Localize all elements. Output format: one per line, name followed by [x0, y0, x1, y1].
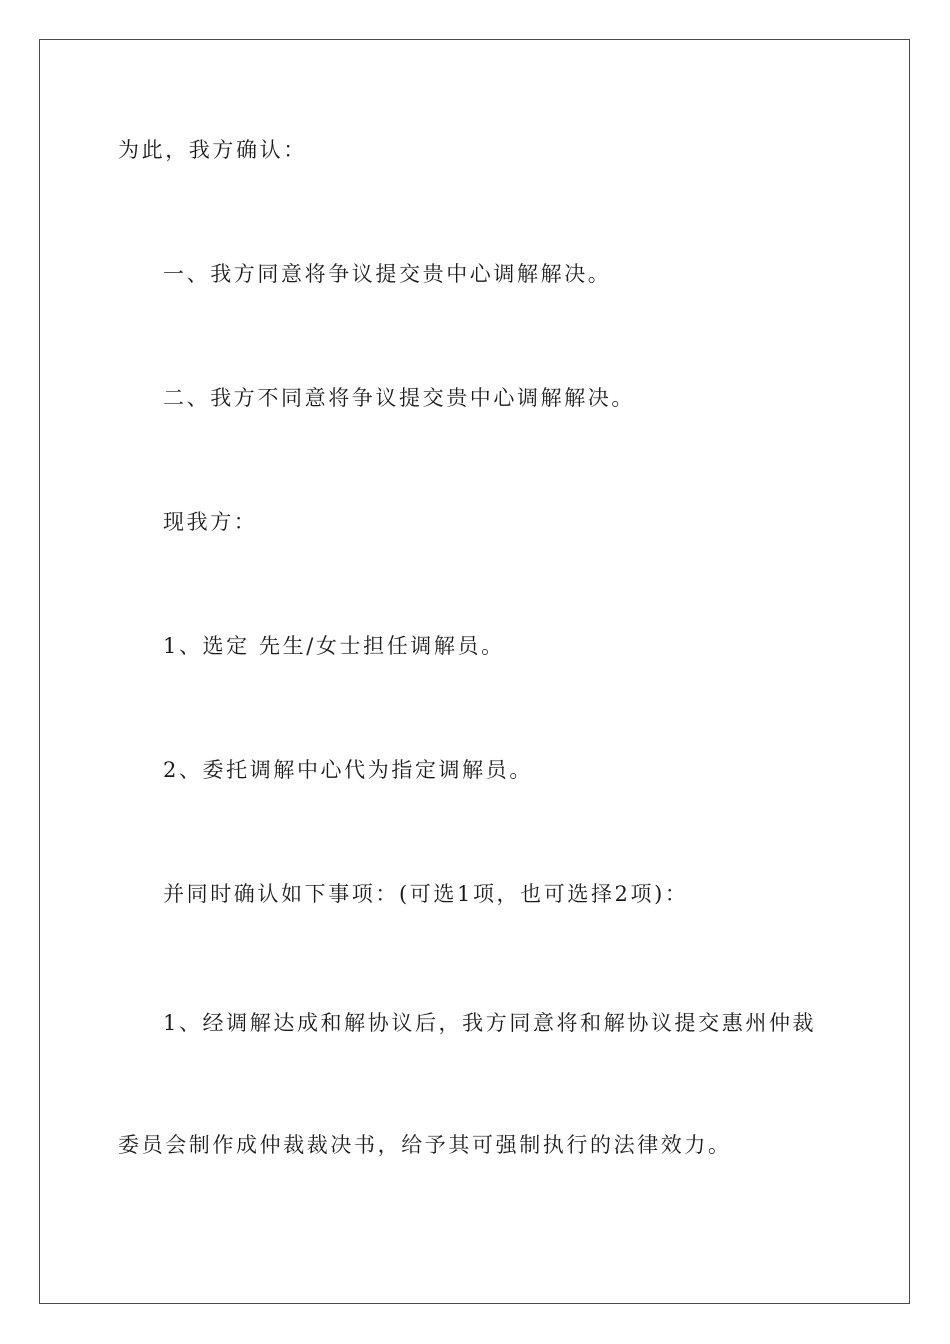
choice-delegate-mediator: 2、委托调解中心代为指定调解员。	[163, 758, 533, 782]
choice-select-mediator: 1、选定 先生/女士担任调解员。	[163, 634, 505, 658]
item-1-line-a: 1、经调解达成和解协议后，我方同意将和解协议提交惠州仲裁	[163, 1011, 817, 1035]
now-we-line: 现我方：	[163, 510, 258, 534]
item-1-line-b: 委员会制作成仲裁裁决书，给予其可强制执行的法律效力。	[118, 1133, 732, 1157]
option-agree-mediation: 一、我方同意将争议提交贵中心调解解决。	[163, 262, 612, 286]
intro-line: 为此，我方确认：	[118, 138, 307, 162]
confirm-items-line: 并同时确认如下事项：(可选1项，也可选择2项)：	[163, 882, 689, 906]
page-border	[39, 39, 910, 1304]
option-disagree-mediation: 二、我方不同意将争议提交贵中心调解解决。	[163, 386, 635, 410]
